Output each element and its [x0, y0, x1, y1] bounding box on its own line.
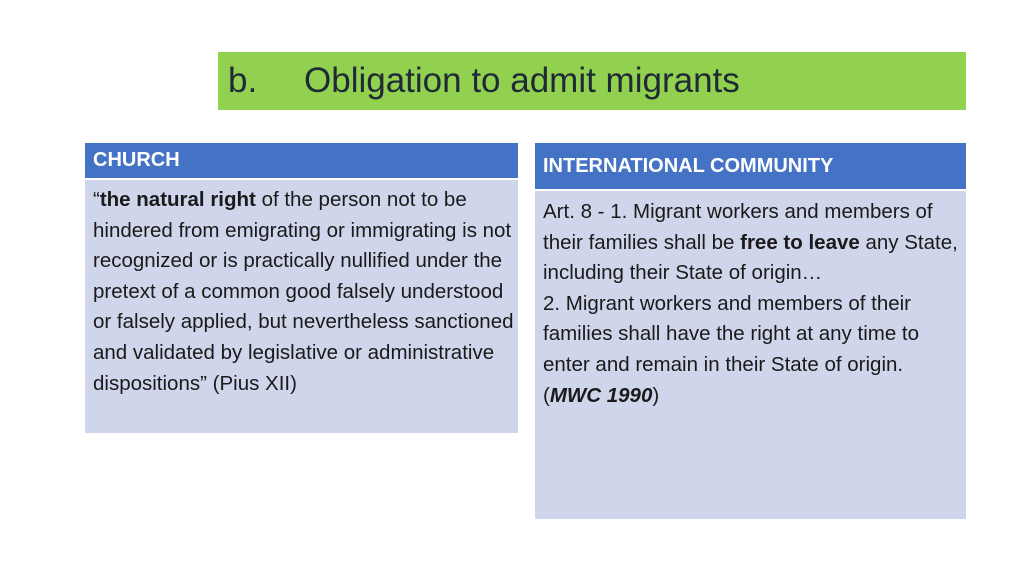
quote-bold-phrase: the natural right [99, 188, 256, 211]
slide-title [218, 52, 966, 110]
art-bold-phrase: free to leave [740, 230, 860, 254]
church-header: CHURCH [85, 143, 518, 180]
citation-close: ) [652, 383, 660, 407]
art-text-2: any State, including their State of origin… [543, 230, 958, 285]
international-panel [535, 143, 966, 519]
title-text: Obligation to admit migrants [304, 61, 740, 100]
quote-open-mark: “ [93, 188, 100, 211]
quote-attribution: (Pius XII) [206, 371, 297, 395]
citation: MWC 1990 [549, 383, 653, 407]
article-8-paragraph-2 [543, 289, 962, 411]
art2-text: 2. Migrant workers and members of their families shall have the right at any time to enter and remain in their State of origin. ( [543, 291, 920, 407]
title-number: b. [228, 61, 258, 100]
article-8-paragraph-1 [543, 197, 962, 289]
church-panel [85, 143, 518, 433]
church-quote [85, 180, 518, 433]
international-body [535, 191, 966, 519]
art-text-1: Art. 8 - 1. Migrant workers and members of their families shall be [543, 200, 933, 254]
international-header: INTERNATIONAL COMMUNITY [535, 143, 966, 191]
quote-text: of the person not to be hindered from emigrating or immigrating is not recognized or is practically nullified under the pretext of a common good falsely understood or falsely applied, but nevertheless sanctioned and validated by legislative or administrative dispositions” [93, 188, 514, 395]
